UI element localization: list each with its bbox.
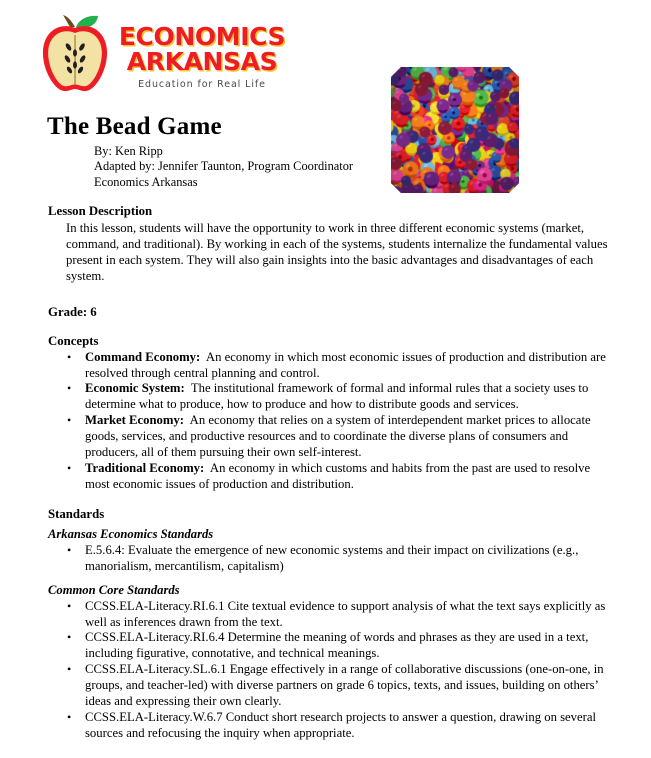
concept-definition: An economy in which most economic issues of production and distribution are resolved through central planning and control. <box>85 349 606 380</box>
concepts-heading: Concepts <box>48 333 99 348</box>
bead-photo-canvas <box>391 67 519 193</box>
document-body <box>48 203 613 742</box>
concept-term: Command Economy: <box>85 349 201 364</box>
logo-tagline: Education for Real Life <box>138 79 266 90</box>
list-item: • E.5.6.4: Evaluate the emergence of new economic systems and their impact on civilizations (e.g., manorialism, mercantilism, capitalism) <box>48 543 613 575</box>
lesson-description-text: In this lesson, students will have the opportunity to work in three different economic systems (market, command, and traditional). By working in each of the systems, students internalize the fundamental values present in each system. They will also gain insights into the basic advantages and disadvantages of each system. <box>66 221 608 283</box>
apple-dollar-icon <box>38 14 112 94</box>
list-item: • CCSS.ELA-Literacy.W.6.7 Conduct short research projects to answer a question, drawing on several sources and refocusing the inquiry when appropriate. <box>48 710 613 742</box>
bead-photo <box>391 67 519 193</box>
concepts-list <box>48 350 613 493</box>
byline <box>94 144 353 190</box>
byline-author: By: Ken Ripp <box>94 144 163 158</box>
organization-logo <box>36 12 286 98</box>
page-title: The Bead Game <box>47 113 222 140</box>
list-item <box>48 413 613 461</box>
common-core-standards-list <box>48 599 613 742</box>
arkansas-standards-list <box>48 543 613 575</box>
logo-line-economics: ECONOMICS <box>118 22 286 51</box>
concept-definition: An economy that relies on a system of interdependent market prices to allocate goods, services, and productive resources and to coordinate the diverse plans of consumers and producers, all of them pursuing their own self-interest. <box>85 413 591 460</box>
common-core-heading: Common Core Standards <box>48 582 180 597</box>
list-item: • CCSS.ELA-Literacy.RI.6.1 Cite textual evidence to support analysis of what the text says explicitly as well as inferences drawn from the text. <box>48 599 613 631</box>
concept-term: Traditional Economy: <box>85 460 205 475</box>
concept-term: Market Economy: <box>85 413 185 428</box>
list-item <box>48 461 613 493</box>
byline-adapted: Adapted by: Jennifer Taunton, Program Coordinator <box>94 159 354 174</box>
apple-dollar-svg <box>38 14 112 94</box>
grade-label: Grade: 6 <box>48 304 97 319</box>
lesson-description-heading: Lesson Description <box>48 204 153 218</box>
concept-term: Economic System: <box>85 381 185 396</box>
list-item: • CCSS.ELA-Literacy.RI.6.4 Determine the meaning of words and phrases as they are used in a text, including figurative, connotative, and technical meanings. <box>48 630 613 662</box>
list-item <box>48 381 613 413</box>
concept-definition: The institutional framework of formal and informal rules that a society uses to determine what to produce, how to produce and how to distribute goods and services. <box>85 381 589 412</box>
concept-definition: An economy in which customs and habits from the past are used to resolve most economic issues of production and distribution. <box>85 460 591 491</box>
arkansas-standards-heading: Arkansas Economics Standards <box>48 526 214 541</box>
logo-line-arkansas: ARKANSAS <box>126 47 278 76</box>
list-item: • CCSS.ELA-Literacy.SL.6.1 Engage effectively in a range of collaborative discussions (one-on-one, in groups, and teacher-led) with diverse partners on grade 6 topics, texts, and issues, building on others’ ideas and expressing their own clearly. <box>48 662 613 710</box>
logo-wordmark <box>114 24 290 90</box>
byline-organization: Economics Arkansas <box>94 174 198 189</box>
standards-heading: Standards <box>48 506 105 521</box>
list-item <box>48 350 613 382</box>
